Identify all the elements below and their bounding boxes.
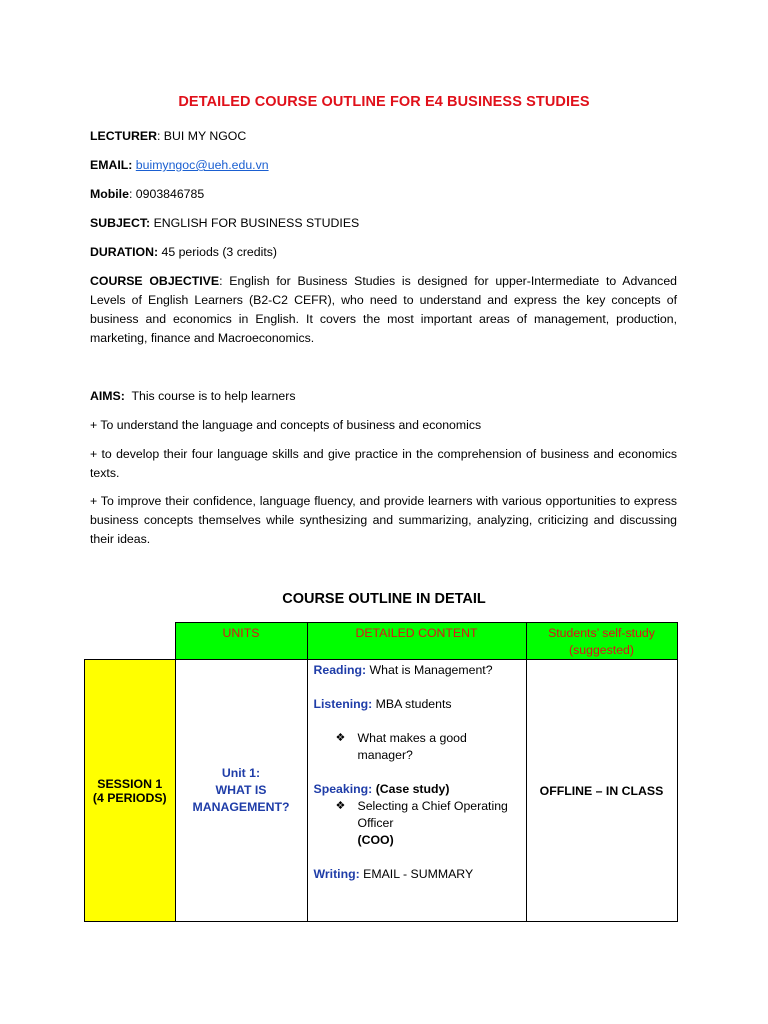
course-objective: COURSE OBJECTIVE: English for Business Studies is designed for upper-Intermediate to Advanced Levels of English Learners (B2-C2 CEFR), who need to understand and express the key concepts of business and economics in English. It covers the most important areas of management, production, marketing, finance and Macroeconomics.	[90, 274, 678, 345]
aim-item-1: + To understand the language and concepts of business and economics	[90, 418, 482, 432]
duration-label: DURATION:	[90, 245, 159, 259]
session-line-2: (4 PERIODS)	[92, 790, 167, 805]
aims-line	[90, 387, 677, 406]
listening-value: MBA students	[375, 697, 452, 711]
unit-title-line-1: WHAT IS	[215, 783, 267, 797]
reading-label: Reading:	[313, 663, 367, 677]
header-detailed-content: DETAILED CONTENT	[307, 623, 526, 660]
duration-line	[90, 243, 677, 262]
diamond-bullet-icon: ❖	[335, 800, 346, 812]
speaking-item	[314, 781, 522, 798]
listening-label: Listening:	[313, 697, 373, 711]
mobile-line: Mobile: 0903846785	[90, 187, 205, 201]
table-header-row	[85, 623, 678, 660]
header-self-study: Students’ self-study (suggested)	[526, 623, 677, 660]
subject-line	[90, 214, 677, 233]
writing-value: EMAIL - SUMMARY	[363, 867, 474, 881]
header-empty-cell	[85, 623, 176, 660]
speaking-bullet-abbr: (COO)	[357, 833, 394, 847]
self-study-cell: OFFLINE – IN CLASS	[526, 660, 677, 922]
duration-value: 45 periods (3 credits)	[161, 245, 278, 259]
email-link[interactable]: buimyngoc@ueh.edu.vn	[135, 158, 269, 172]
speaking-bullet	[336, 798, 522, 849]
aim-item-2: + to develop their four language skills and give practice in the comprehension of business and economics texts.	[90, 447, 677, 480]
subject-label: SUBJECT:	[90, 216, 151, 230]
speaking-label: Speaking:	[313, 782, 373, 796]
course-outline-table	[84, 622, 678, 922]
lecturer-label: LECTURER	[90, 129, 157, 143]
aim-item-3: + To improve their confidence, language fluency, and provide learners with various opportunities to express business concepts themselves while synthesizing and summarizing, analyzing, criticizing and discussing their ideas.	[90, 494, 677, 546]
outline-heading: COURSE OUTLINE IN DETAIL	[282, 591, 486, 607]
subject-value: ENGLISH FOR BUSINESS STUDIES	[153, 216, 360, 230]
mobile-value: 0903846785	[135, 187, 205, 201]
speaking-bullet-text: Selecting a Chief Operating Officer	[357, 799, 508, 830]
writing-item	[314, 866, 522, 883]
lecturer-line: LECTURER: BUI MY NGOC	[90, 129, 247, 143]
lecturer-value: BUI MY NGOC	[163, 129, 247, 143]
reading-value: What is Management?	[369, 663, 493, 677]
document-title: DETAILED COURSE OUTLINE FOR E4 BUSINESS STUDIES	[178, 94, 590, 110]
unit-title-line-2: MANAGEMENT?	[192, 800, 290, 814]
objective-text: English for Business Studies is designed for upper-Intermediate to Advanced Levels of English Learners (B2-C2 CEFR), who need to understand and express the key concepts of business and economics in English. It covers the most important areas of management, production, marketing, finance and Macroeconomics.	[90, 274, 678, 345]
aims-intro: This course is to help learners	[131, 389, 296, 403]
header-units: UNITS	[175, 623, 307, 660]
objective-label: COURSE OBJECTIVE	[90, 274, 220, 288]
aims-label: AIMS:	[90, 389, 125, 403]
writing-label: Writing:	[313, 867, 360, 881]
unit-number: Unit 1:	[221, 766, 261, 780]
listening-item	[314, 696, 522, 713]
listening-bullet-text: What makes a good manager?	[357, 731, 467, 762]
unit-cell	[175, 660, 307, 922]
email-line	[90, 156, 677, 175]
listening-bullet	[336, 730, 522, 764]
speaking-bullet-content	[358, 798, 522, 849]
table-row	[85, 660, 678, 922]
diamond-bullet-icon: ❖	[335, 732, 346, 744]
speaking-value: (Case study)	[375, 782, 450, 796]
reading-item	[314, 662, 522, 679]
session-line-1: SESSION 1	[97, 776, 163, 791]
mobile-label: Mobile	[90, 187, 129, 201]
detailed-content-cell	[307, 660, 526, 922]
session-cell	[85, 660, 176, 922]
email-label: EMAIL:	[90, 158, 133, 172]
